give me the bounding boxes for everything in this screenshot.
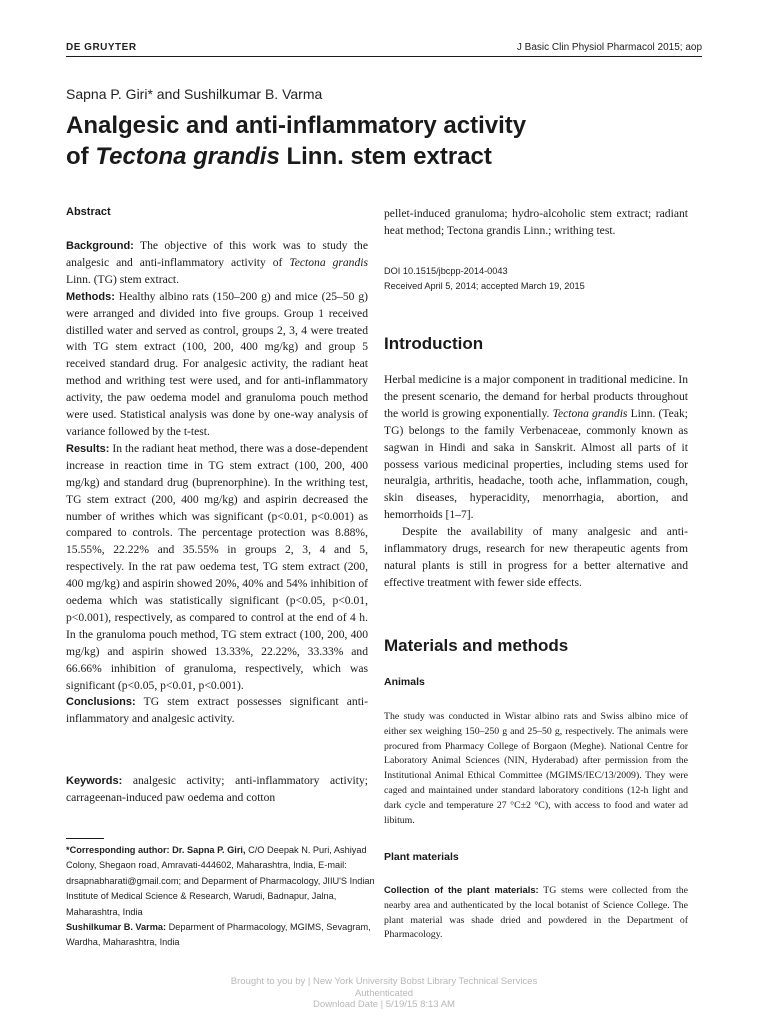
introduction-paragraph-2: Despite the availability of many analgesic and anti-inflammatory drugs, research for new therapeutic agents from natural plants is still in progress for a better alternative and effective treatment with fewer side effects. <box>384 525 688 589</box>
download-watermark: Brought to you by | New York University Bobst Library Technical Services Authenticated Download Date | 5/19/15 8:13 AM <box>230 976 538 1010</box>
header-rule <box>66 56 702 57</box>
author-list: Sapna P. Giri* and Sushilkumar B. Varma <box>66 86 323 102</box>
materials-heading: Materials and methods <box>384 636 569 655</box>
background-label: Background: <box>66 240 134 252</box>
received-date: Received April 5, 2014; accepted March 19, 2015 <box>384 281 585 291</box>
keywords: Keywords: analgesic activity; anti-inflammatory activity; carrageenan-induced paw oedema and cotton <box>66 774 368 804</box>
abstract-background: Background: The objective of this work was to study the analgesic and anti-inflammatory activity of Tectona grandis Linn. (TG) stem extract. <box>66 239 369 286</box>
abstract-heading: Abstract <box>66 206 111 218</box>
animals-heading: Animals <box>384 676 425 688</box>
abstract-conclusions: Conclusions: TG stem extract possesses significant anti-inflammatory and analgesic activity. <box>66 695 368 726</box>
keywords-label: Keywords: <box>66 775 123 787</box>
introduction-heading: Introduction <box>384 334 484 353</box>
results-label: Results: <box>66 442 110 455</box>
abstract-results: Results: In the radiant heat method, there was a dose-dependent increase in reaction time in TG stem extract (100, 200, 400 mg/kg) and standard drug (buprenorphine). In the writhing test, TG stem extract (200, 400 mg/kg) and aspirin decreased the number of writhes which was significant (p<0.01, p<0.001) as compared to controls. The percentage protection was 8.88%, 15.55%, 22.22% and 35.55% in groups 2, 3, 4 and 5, respectively. In the rat paw oedema test, TG stem extract (200, 400 mg/kg) and aspirin showed 20%, 40% and 54% inhibition of oedema which was statistically significant (p<0.05, p<0.01, p<0.001), respectively, as compared to control at the end of 4 h. In the granuloma pouch method, TG stem extract (100, 200, 400 mg/kg) and aspirin showed 13.33%, 22.22%, 33.33% and 66.66% inhibition of granuloma, respectively, which was significant (p<0.05, p<0.01, p<0.001). <box>66 441 368 692</box>
methods-label: Methods: <box>66 290 115 303</box>
introduction-body <box>384 372 688 592</box>
corresponding-author-footnote: *Corresponding author: Dr. Sapna P. Giri, C/O Deepak N. Puri, Ashiyad Colony, Shegaon road, Amravati-444602, Maharashtra, India, E-mail: drsapnabharati@gmail.com; and Deparment of Pharmacology, JIIU'S Indian Institute of Medical Science & Research, Warudi, Badnapur, Jalna, Maharashtra, India Sushilkumar B. Varma: Deparment of Pharmacology, MGIMS, Sevagram, Wardha, Maharashtra, India <box>66 845 375 948</box>
journal-citation: J Basic Clin Physiol Pharmacol 2015; aop <box>516 42 702 53</box>
plant-materials-heading: Plant materials <box>384 851 459 863</box>
article-title <box>66 110 706 172</box>
article-meta <box>384 264 688 294</box>
title-suffix: Linn. stem extract <box>279 143 492 170</box>
publisher-name: DE GRUYTER <box>66 42 137 53</box>
collection-label: Collection of the plant materials: <box>384 884 539 895</box>
abstract-methods: Methods: Healthy albino rats (150–200 g) and mice (25–50 g) were arranged and divided into five groups. Group 1 received distilled water and served as control, groups 2, 3, 4 were treated with TG stem extract (100, 200, 400 mg/kg) and group 5 received standard drug. For analgesic activity, the radiant heat method and writhing test were used, and for anti-inflammatory activity, the paw oedema model and granuloma pouch method were used. Statistical analysis was done by one-way analysis of variance followed by the t-test. <box>66 289 368 438</box>
title-line-1: Analgesic and anti-inflammatory activity <box>66 112 527 139</box>
keywords-continued: pellet-induced granuloma; hydro-alcoholic stem extract; radiant heat method; Tectona grandis Linn.; writhing test. <box>384 207 688 237</box>
title-prefix: of <box>66 143 96 170</box>
abstract-body <box>66 238 368 728</box>
title-species: Tectona grandis <box>95 143 280 170</box>
introduction-paragraph-1: Herbal medicine is a major component in traditional medicine. In the present scenario, the demand for herbal products throughout the world is growing exponentially. Tectona grandis Linn. (Teak; TG) belongs to the family Verbenaceae, commonly known as sagwan in Hindi and saka in Sanskrit. Almost all parts of it possess various medicinal properties, including stems used for neuralgia, arthritis, headache, tooth ache, inflammation, cough, skin diseases, hyperacidity, menorrhagia, abortion, and hemorrhoids [1–7]. <box>384 373 688 522</box>
footnote-rule <box>66 838 104 839</box>
animals-body: The study was conducted in Wistar albino rats and Swiss albino mice of either sex weighing 150–250 g and 25–50 g, respectively. The animals were procured from Pharmacy College of Borgaon (Meghe). National Centre for Laboratory Animal Sciences (NIN, Hyderabad) after permission from the Institutional Animal Ethical Committee (MGIMS/IEC/13/2009). They were caged and maintained under standard laboratory conditions (12-h light and dark cycle and temperature 27 °C±2 °C), with access to food and water ad libitum. <box>384 711 688 826</box>
doi[interactable]: DOI 10.1515/jbcpp-2014-0043 <box>384 266 508 276</box>
plant-materials-body: Collection of the plant materials: TG stems were collected from the nearby area and authenticated by the local botanist of Science College. The plant material was shade dried and powdered in the Department of Pharmacology. <box>384 884 688 941</box>
conclusions-label: Conclusions: <box>66 696 136 709</box>
